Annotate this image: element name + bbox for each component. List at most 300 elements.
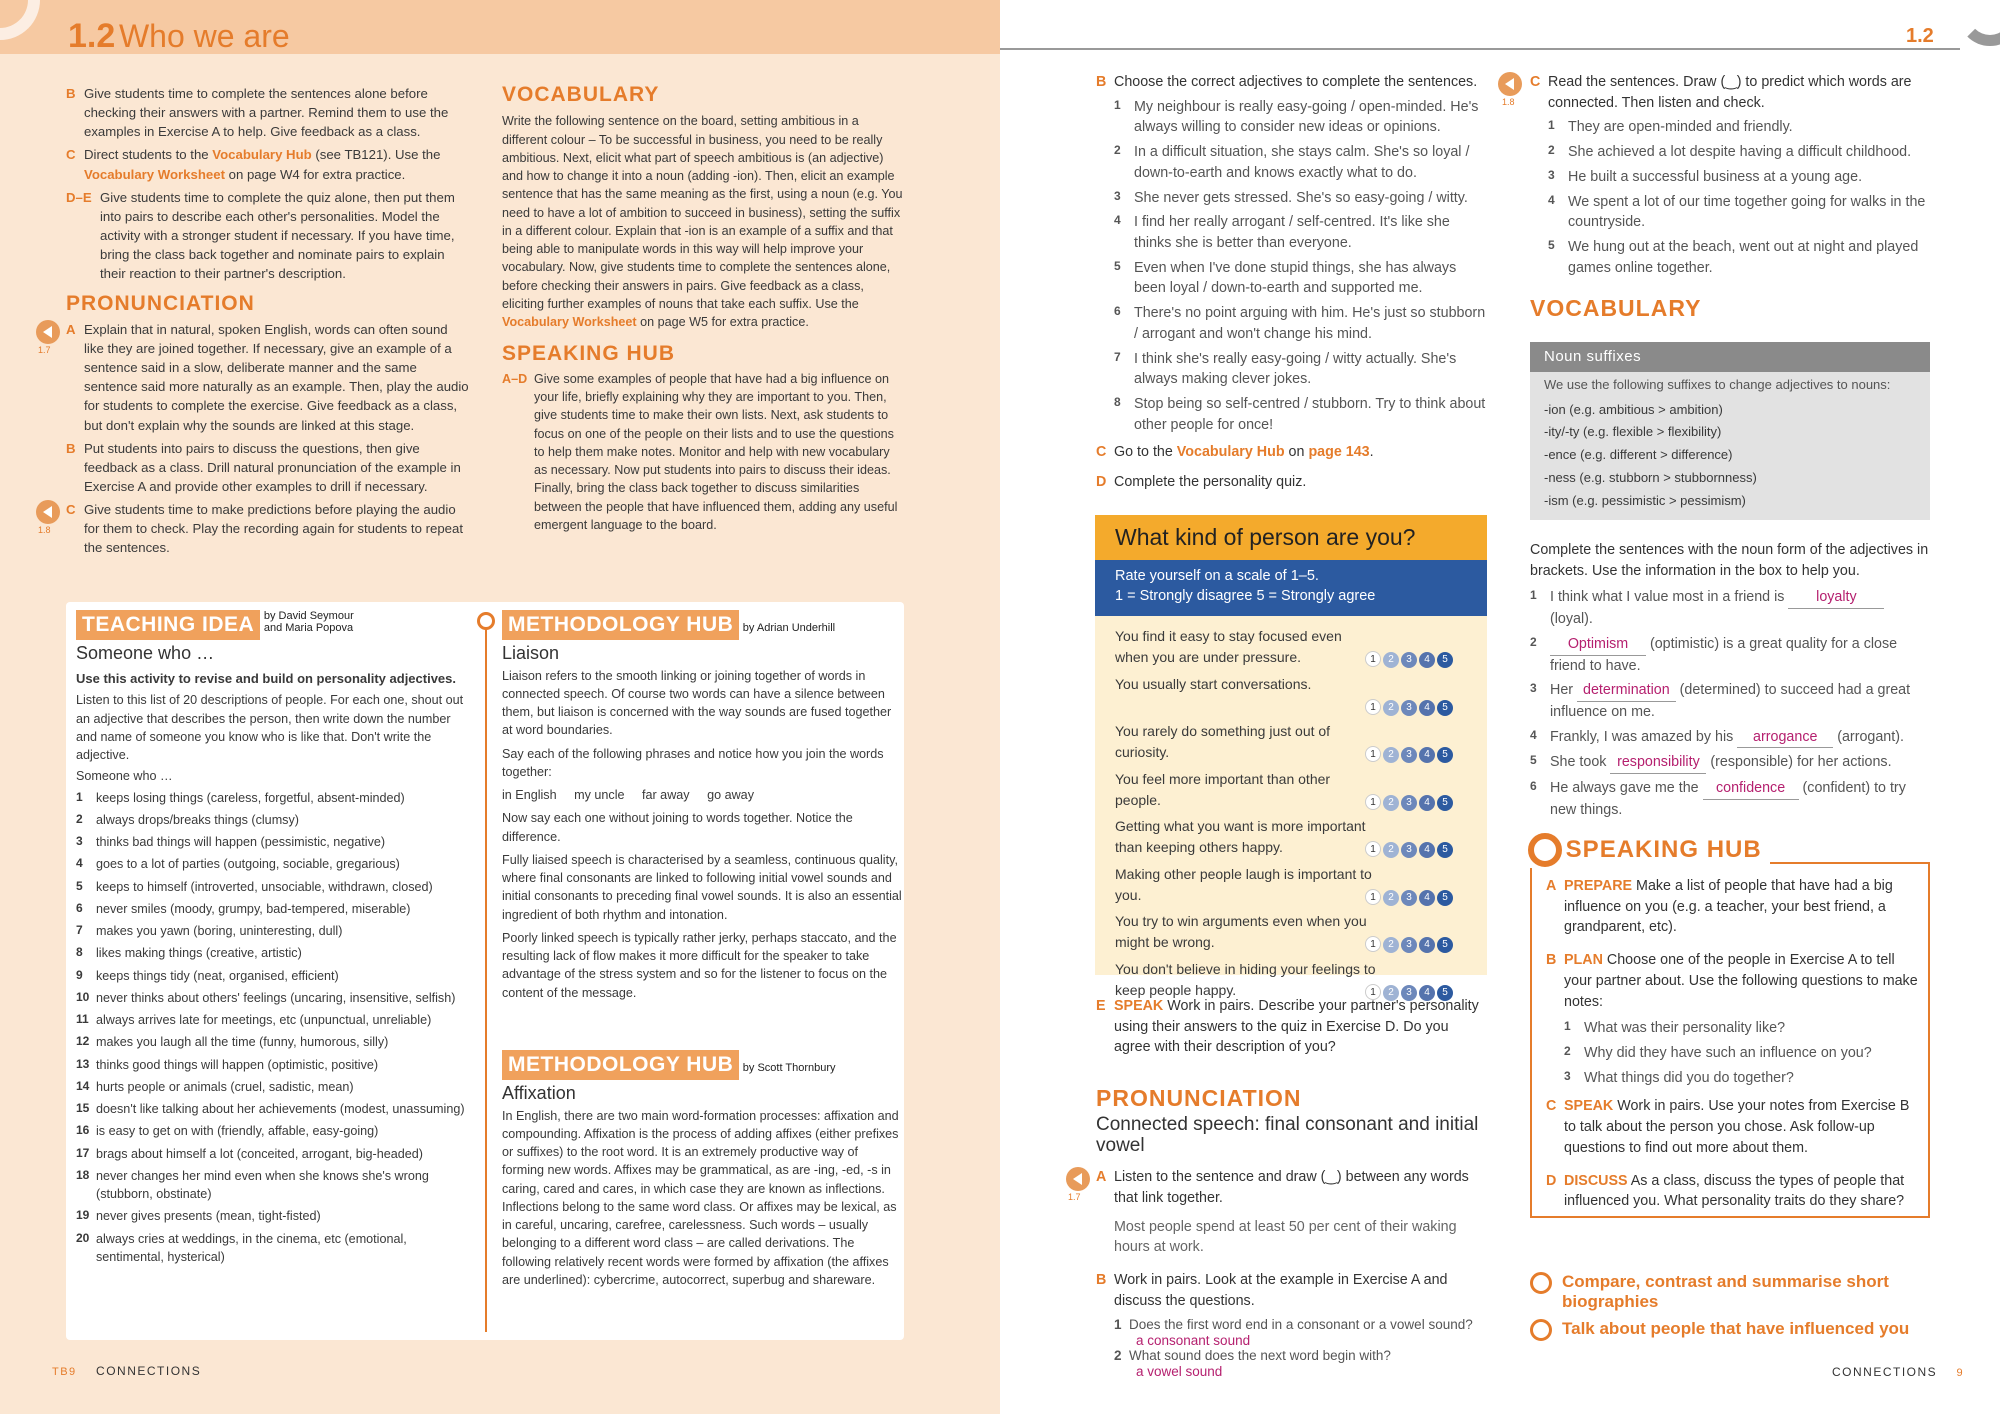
item-number: 7 xyxy=(76,923,83,938)
pron-a2: a vowel sound xyxy=(1136,1363,1223,1379)
pron-a: Explain that in natural, spoken English, words can often sound like they are joined together. If necessary, give an example of a sentence said in a slow, deliberate manner and the same sentence said more naturally as an example. Then, play the audio for students to complete the exercise. Give feedback as a class, but don't explain why the sounds are linked at this stage. xyxy=(84,321,469,433)
item-text: In a difficult situation, she stays calm. She's so loyal / down-to-earth and knows exactly what to do. xyxy=(1134,144,1470,181)
rating-option[interactable]: 2 xyxy=(1383,937,1399,953)
speak-label: SPEAK xyxy=(1114,998,1164,1014)
audio-icon[interactable] xyxy=(1066,1167,1090,1191)
rating-option[interactable]: 2 xyxy=(1383,985,1399,1001)
suffix-rows xyxy=(1530,399,1930,513)
list-item xyxy=(1114,188,1488,209)
pron-b: Put students into pairs to discuss the questions, then give feedback as a class. Drill natural pronunciation of the example in Exercise A and provide other examples to drill if necessary. xyxy=(84,440,461,494)
list-item xyxy=(1114,258,1488,299)
rating-scale xyxy=(1365,885,1455,906)
item-number: 3 xyxy=(1530,681,1537,696)
teaching-idea-author: by David Seymour and Maria Popova xyxy=(263,610,354,635)
quiz-row xyxy=(1095,860,1487,908)
pronunciation-heading: PRONUNCIATION xyxy=(66,292,255,316)
item-number: 4 xyxy=(1530,727,1537,742)
item-number: 10 xyxy=(76,989,90,1004)
ex-e-text: Work in pairs. Describe your partner's personality using their answers to the quiz in Exercise D. Do you agree with their description of you? xyxy=(1114,998,1479,1056)
item-text: (responsible) for her actions. xyxy=(1706,754,1892,771)
list-item xyxy=(76,811,474,829)
answer-blank: responsibility xyxy=(1610,752,1706,774)
ex-b-instruction: Choose the correct adjectives to complete the sentences. xyxy=(1114,74,1478,90)
liaison-p5: Fully liaised speech is characterised by a seamless, continuous quality, where final consonants are linked to following initial vowel sounds and initial consonants to preceding final vowel sounds. It is also an essential ingredient of both rhythm and intonation. xyxy=(502,852,902,922)
teaching-idea-intro: Use this activity to revise and build on personality adjectives. xyxy=(76,670,457,686)
rating-option[interactable]: 4 xyxy=(1419,700,1435,716)
item-text: never changes her mind even when she knows she's wrong (stubborn, obstinate) xyxy=(96,1168,429,1202)
footer-book-title: CONNECTIONS xyxy=(1832,1365,1938,1379)
item-text: Why did they have such an influence on you? xyxy=(1584,1045,1872,1062)
list-item xyxy=(76,789,474,807)
pron-a1: a consonant sound xyxy=(1136,1332,1251,1348)
exercise-col2: 1.8 C Read the sentences. Draw (‿) to predict which words are connected. Then listen and check. 1 They are open-minded and friendly. 2 She achieved a lot despite having a difficult childhood. 3 He built a successful business at a young age. 4 We spent a lot of our time together going for walks in the countryside. 5 We hung out at the beach, went out at night and played games online together. VOCABULARY xyxy=(1530,72,1930,326)
list-item xyxy=(1548,237,1930,278)
quiz-title: What kind of person are you? xyxy=(1095,515,1487,560)
list-item xyxy=(76,1230,474,1267)
item-number: 5 xyxy=(76,878,83,893)
list-item xyxy=(76,878,474,896)
pron-example: Most people spend at least 50 per cent of their waking hours at work. xyxy=(1114,1218,1457,1256)
note-c-text2: (see TB121). Use the xyxy=(311,147,441,163)
list-item xyxy=(76,989,474,1007)
pronunciation-section: PRONUNCIATION Connected speech: final consonant and initial vowel 1.7 A Listen to the sentence and draw (‿) between any words that link together. Most people spend at least 50 per cent of their waking hours at work. B Work in pairs. Look at the example in Exercise A and discuss the questions. 1 Does the first word end in a consonant or a vowel sound? a consonant sound 2 What sound does the next word begin with? a vowel sound xyxy=(1096,1082,1488,1380)
plan-label: PLAN xyxy=(1564,952,1603,969)
rating-option[interactable]: 1 xyxy=(1365,841,1381,857)
item-text: hurts people or animals (cruel, sadistic, mean) xyxy=(96,1079,354,1094)
rating-option[interactable]: 2 xyxy=(1383,890,1399,906)
item-number: 2 xyxy=(1530,634,1537,649)
pron-c: Give students time to make predictions before playing the audio for them to check. Play the recording again for students to repeat the sentences. xyxy=(84,502,463,556)
answer-blank: Optimism xyxy=(1550,634,1646,656)
rating-option[interactable]: 5 xyxy=(1437,747,1453,763)
liaison-p6: Poorly linked speech is typically rather jerky, perhaps staccato, and the resulting lack of flow makes it more difficult for the speaker to take advantage of the stress system and so for the listener to focus on the content of the message. xyxy=(502,930,897,1000)
item-text: Even when I've done stupid things, she has always been loyal / down-to-earth and supported me. xyxy=(1134,259,1457,297)
rating-option[interactable]: 1 xyxy=(1365,794,1381,810)
item-number: 1 xyxy=(76,789,83,804)
item-number: 17 xyxy=(76,1145,90,1160)
item-text: I find her really arrogant / self-centred. It's like she thinks she is better than everyone. xyxy=(1134,214,1450,252)
quiz-rows xyxy=(1095,616,1487,1002)
item-text: We hung out at the beach, went out at night and played games online together. xyxy=(1568,239,1919,276)
list-item xyxy=(1114,212,1488,253)
item-text: I think what I value most in a friend is xyxy=(1550,589,1789,606)
item-text: She never gets stressed. She's so easy-going / witty. xyxy=(1134,189,1468,206)
list-item xyxy=(76,900,474,918)
item-number: 6 xyxy=(76,900,83,915)
vocab-worksheet-link[interactable]: Vocabulary Worksheet xyxy=(502,315,637,330)
methodology-author: by Adrian Underhill xyxy=(742,621,836,634)
item-number: 2 xyxy=(1564,1044,1571,1059)
list-item xyxy=(76,1078,474,1096)
methodology-author: by Scott Thornbury xyxy=(742,1061,836,1074)
rating-option[interactable]: 4 xyxy=(1419,890,1435,906)
objective-1: Compare, contrast and summarise short biographies xyxy=(1562,1272,1889,1311)
note-c-text: Direct students to the xyxy=(84,147,213,163)
rating-option[interactable]: 5 xyxy=(1437,842,1453,858)
rating-scale xyxy=(1365,790,1455,811)
teaching-idea-tag: TEACHING IDEA xyxy=(76,610,260,640)
quiz-statement: You feel more important than other people. xyxy=(1115,770,1331,808)
item-number: 14 xyxy=(76,1078,90,1093)
rating-option[interactable]: 1 xyxy=(1365,889,1381,905)
audio-icon[interactable] xyxy=(36,500,60,524)
rating-option[interactable]: 4 xyxy=(1419,747,1435,763)
item-number: 19 xyxy=(76,1208,90,1223)
descriptions-list xyxy=(76,789,474,1267)
item-text: She achieved a lot despite having a difficult childhood. xyxy=(1568,144,1912,161)
rating-option[interactable]: 2 xyxy=(1383,700,1399,716)
quiz-statement: You don't believe in hiding your feelings to keep people happy. xyxy=(1115,960,1376,998)
item-number: 11 xyxy=(76,1012,89,1027)
rating-option[interactable]: 2 xyxy=(1383,795,1399,811)
item-text: (loyal). xyxy=(1550,611,1593,628)
methodology-subtitle: Affixation xyxy=(502,1083,576,1104)
item-number: 20 xyxy=(76,1230,90,1245)
rating-scale xyxy=(1365,647,1455,668)
list-item xyxy=(1530,727,1930,749)
item-number: 2 xyxy=(1548,143,1555,158)
item-number: 15 xyxy=(76,1101,90,1116)
speaking-hub-tasks: A PREPARE Make a list of people that have had a big influence on you (e.g. a teacher, your best friend, a grandparent, etc). B PLAN Choose one of the people in Exercise A to tell your partner about. Use the following questions to make notes: 1 What was their personality like? 2 Why did they have such an influence on you? 3 What things did you do together? C SPEAK Work in pairs. Use your notes from Exercise B to talk about the person you chose. Ask follow-up questions to find out more about them. D DISCUSS As a class, discuss the types of people that influenced you. What personality traits do they share? xyxy=(1546,878,1918,1210)
item-text: (confident) to try new things. xyxy=(1550,780,1906,818)
quiz-statement: You find it easy to stay focused even when you are under pressure. xyxy=(1115,628,1342,665)
answer-blank: arrogance xyxy=(1737,727,1833,749)
rating-option[interactable]: 4 xyxy=(1419,795,1435,811)
rating-option[interactable]: 4 xyxy=(1419,985,1435,1001)
item-text: makes you yawn (boring, uninteresting, dull) xyxy=(96,924,343,939)
vocab-hub-link[interactable]: Vocabulary Hub xyxy=(1176,443,1285,460)
quiz-statement: You try to win arguments even when you might be wrong. xyxy=(1115,913,1367,950)
item-number: 3 xyxy=(1548,167,1555,182)
list-item xyxy=(1548,167,1930,188)
rating-option[interactable]: 3 xyxy=(1401,937,1417,953)
item-text: never gives presents (mean, tight-fisted) xyxy=(96,1209,321,1224)
item-text: What things did you do together? xyxy=(1584,1069,1794,1086)
item-text: likes making things (creative, artistic) xyxy=(96,946,302,961)
rating-option[interactable]: 3 xyxy=(1401,890,1417,906)
list-item xyxy=(1114,394,1488,435)
methodology-hub-affixation xyxy=(502,1050,902,1289)
list-item xyxy=(76,967,474,985)
pron-b-instruction: Work in pairs. Look at the example in Exercise A and discuss the questions. xyxy=(1114,1272,1448,1309)
speaking-hub-heading: SPEAKING HUB xyxy=(502,342,676,366)
item-text: What was their personality like? xyxy=(1584,1020,1786,1037)
rating-option[interactable]: 2 xyxy=(1383,842,1399,858)
item-text: There's no point arguing with him. He's just so stubborn / arrogant and won't change his mind. xyxy=(1134,305,1486,342)
item-number: 13 xyxy=(76,1056,90,1071)
rating-option[interactable]: 2 xyxy=(1383,652,1399,668)
quiz-statement: You usually start conversations. xyxy=(1115,675,1312,692)
ex-c-end: . xyxy=(1369,443,1374,460)
rating-option[interactable]: 3 xyxy=(1401,795,1417,811)
item-number: 16 xyxy=(76,1123,90,1138)
item-text: is easy to get on with (friendly, affable, easy-going) xyxy=(96,1124,379,1139)
rating-scale xyxy=(1365,742,1455,763)
audio-track: 1.8 xyxy=(1502,97,1515,107)
quiz-subtitle xyxy=(1095,560,1487,616)
hub-c-text: Work in pairs. Use your notes from Exercise B to talk about the person you chose. Ask follow-up questions to find out more about them. xyxy=(1564,1098,1910,1156)
prepare-label: PREPARE xyxy=(1564,878,1633,894)
quiz-row xyxy=(1095,670,1487,718)
list-item xyxy=(1530,587,1930,629)
item-number: 1 xyxy=(1548,118,1555,133)
ex-c-text: Go to the xyxy=(1114,443,1177,460)
hub-b-text: Choose one of the people in Exercise A to tell your partner about. Use the following questions to make notes: xyxy=(1564,952,1918,1010)
list-item xyxy=(1530,778,1930,820)
rating-scale xyxy=(1365,837,1455,858)
methodology-tag: METHODOLOGY HUB xyxy=(502,610,739,640)
note-de: Give students time to complete the quiz alone, then put them into pairs to describe each other's personalities. Model the activity with a stronger student if necessary. If you have time, bring the class back together and nominate pairs to explain their reaction to their partner's description. xyxy=(100,189,455,282)
liaison-phrases: in English my uncle far away go away xyxy=(502,788,754,803)
ex-d-instruction: Complete the personality quiz. xyxy=(1114,474,1307,491)
item-text: always cries at weddings, in the cinema, etc (emotional, sentimental, hysterical) xyxy=(96,1231,407,1264)
noun-suffixes-box xyxy=(1530,342,1930,520)
pron-q1: Does the first word end in a consonant or a vowel sound? xyxy=(1129,1317,1473,1333)
item-number: 7 xyxy=(1114,349,1121,364)
rating-option[interactable]: 3 xyxy=(1401,652,1417,668)
item-number: 3 xyxy=(1114,188,1121,203)
pronunciation-subtitle: Connected speech: final consonant and initial vowel xyxy=(1096,1114,1479,1157)
answer-blank: confidence xyxy=(1703,778,1799,800)
audio-track: 1.8 xyxy=(38,525,51,536)
rating-option[interactable]: 5 xyxy=(1437,890,1453,906)
item-text: (arrogant). xyxy=(1833,728,1904,745)
teaching-idea xyxy=(76,610,474,1270)
item-number: 6 xyxy=(1530,779,1537,794)
rating-scale xyxy=(1365,695,1455,716)
audio-icon[interactable] xyxy=(36,320,60,344)
list-item xyxy=(76,833,474,851)
unit-heading xyxy=(68,12,290,61)
noun-exercise xyxy=(1530,540,1930,825)
vocabulary-heading: VOCABULARY xyxy=(1530,295,1702,322)
list-item xyxy=(1114,97,1488,138)
quiz-scale-legend: 1 = Strongly disagree 5 = Strongly agree xyxy=(1115,588,1376,605)
list-item xyxy=(1114,142,1488,183)
objective-circle-icon xyxy=(1530,1319,1552,1341)
rating-option[interactable]: 1 xyxy=(1365,651,1381,667)
unit-number: 1.2 xyxy=(68,17,116,55)
list-item xyxy=(1114,303,1488,344)
answer-blank: loyalty xyxy=(1788,587,1884,609)
list-item xyxy=(76,1167,474,1204)
pron-questions: 1 Does the first word end in a consonant or a vowel sound? a consonant sound 2 What sound does the next word begin with? a vowel sound xyxy=(1096,1317,1488,1379)
divider-dot xyxy=(477,612,495,630)
speaking-hub-heading: SPEAKING HUB xyxy=(1565,836,1762,863)
ex-c-instruction: Read the sentences. Draw (‿) to predict which words are connected. Then listen and check. xyxy=(1548,74,1912,111)
right-footer xyxy=(1832,1364,1964,1382)
quiz-row xyxy=(1095,955,1487,1003)
list-item xyxy=(1564,1018,1918,1039)
rating-option[interactable]: 1 xyxy=(1365,699,1381,715)
item-text: We spent a lot of our time together going for walks in the countryside. xyxy=(1568,193,1926,231)
speak-letters: A–D xyxy=(502,371,528,386)
item-number: 4 xyxy=(1548,192,1555,207)
quiz-row xyxy=(1095,812,1487,860)
item-number: 4 xyxy=(76,856,83,871)
rating-option[interactable]: 4 xyxy=(1419,937,1435,953)
suffix-row: -ion (e.g. ambitious > ambition) xyxy=(1544,401,1723,417)
rating-option[interactable]: 2 xyxy=(1383,747,1399,763)
page-number: TB9 xyxy=(52,1366,77,1378)
suffix-row: -ness (e.g. stubborn > stubbornness) xyxy=(1544,469,1757,485)
rating-option[interactable]: 3 xyxy=(1401,747,1417,763)
audio-track: 1.7 xyxy=(38,344,51,355)
item-text: always arrives late for meetings, etc (unpunctual, unreliable) xyxy=(96,1013,432,1028)
right-page xyxy=(1000,0,2000,1414)
item-text: keeps losing things (careless, forgetful, absent-minded) xyxy=(96,790,405,805)
quiz-statement: Getting what you want is more important than keeping others happy. xyxy=(1115,818,1366,855)
note-b: Give students time to complete the sentences alone before checking their answers with a partner. Remind them to use the examples in Exercise A to help. Give feedback as a class. xyxy=(84,86,449,140)
list-item xyxy=(76,1100,474,1118)
rating-option[interactable]: 4 xyxy=(1419,652,1435,668)
pron-q2: What sound does the next word begin with? xyxy=(1129,1348,1391,1364)
rating-option[interactable]: 5 xyxy=(1437,700,1453,716)
list-item xyxy=(1530,752,1930,774)
linking-sentences-list xyxy=(1548,117,1930,278)
left-footer xyxy=(52,1363,201,1381)
rating-option[interactable]: 4 xyxy=(1419,842,1435,858)
header-rule xyxy=(1000,48,1960,50)
affixation-p1: In English, there are two main word-formation processes: affixation and compounding. Affixation is the process of adding affixes (either prefixes or suffixes) to the root word. It is an extremely productive way of forming new words. Affixes may be grammatical, as are -ing, -ed, -s in caring, cared and cares, in which case they are known as inflections. Inflections belong to the same word class. Or affixes may be lexical, as in careful, uncaring, carefree, carelessness. Such words – usually belonging to a different word class – are called derivations. The following relatively recent words were formed by affixation (the affixes are underlined): cybercrime, autocorrect, superbug and shareware. xyxy=(502,1108,899,1287)
exercise-col1: B Choose the correct adjectives to complete the sentences. 1 My neighbour is really easy-going / open-minded. He's always willing to consider new ideas or opinions. 2 In a difficult situation, she stays calm. She's so loyal / down-to-earth and knows exactly what to do. 3 She never gets stressed. She's so easy-going / witty. 4 I find her really arrogant / self-centred. It's like she thinks she is better than everyone. 5 Even when I've done stupid things, she has always been loyal / down-to-earth and supported me. 6 There's no point arguing with him. He's just so stubborn / arrogant and won't change his mind. 7 I think she's really easy-going / witty actually. She's always making clever jokes. 8 Stop being so self-centred / stubborn. Try to think about other people for once! C Go to the Vocabulary Hub on page 143. D Complete the personality quiz. xyxy=(1096,72,1488,497)
noun-suffixes-intro: We use the following suffixes to change adjectives to nouns: xyxy=(1544,376,1891,392)
item-number: 8 xyxy=(76,945,83,960)
list-item xyxy=(76,944,474,962)
rating-option[interactable]: 5 xyxy=(1437,937,1453,953)
list-item xyxy=(76,1011,474,1029)
pronunciation-heading: PRONUNCIATION xyxy=(1096,1085,1302,1111)
teacher-notes-col2 xyxy=(502,80,906,538)
rating-option[interactable]: 3 xyxy=(1401,842,1417,858)
vocab-worksheet-link[interactable]: Vocabulary Worksheet xyxy=(84,166,225,182)
rating-option[interactable]: 1 xyxy=(1365,984,1381,1000)
unit-title: Who we are xyxy=(118,18,290,54)
item-text: (determined) to succeed had a great influence on me. xyxy=(1550,682,1911,721)
noun-exercise-instruction: Complete the sentences with the noun form of the adjectives in brackets. Use the information in the box to help you. xyxy=(1530,542,1929,579)
page-number: 9 xyxy=(1956,1367,1965,1379)
exercise-e: E SPEAK Work in pairs. Describe your partner's personality using their answers to the quiz in Exercise D. Do you agree with their description of you? xyxy=(1096,998,1479,1056)
item-text: never smiles (moody, grumpy, bad-tempered, miserable) xyxy=(96,901,411,916)
hub-questions xyxy=(1564,1018,1918,1088)
item-text: They are open-minded and friendly. xyxy=(1568,119,1793,136)
list-item xyxy=(76,922,474,940)
corner-arc xyxy=(1958,0,2000,46)
liaison-p1: Liaison refers to the smooth linking or joining together of words in connected speech. Of course two words can have a silence between them, but liaison is concerned with the way sounds are fused together at word boundaries. xyxy=(502,668,892,738)
adjective-choice-list xyxy=(1114,97,1488,436)
suffix-row: -ence (e.g. different > difference) xyxy=(1544,447,1733,463)
teaching-idea-subtitle: Someone who … xyxy=(76,643,215,664)
item-number: 1 xyxy=(1564,1019,1571,1034)
note-c-text3: on page W4 for extra practice. xyxy=(224,166,406,182)
item-text: goes to a lot of parties (outgoing, sociable, gregarious) xyxy=(96,857,400,872)
teaching-idea-lead: Someone who … xyxy=(76,769,173,784)
audio-track: 1.7 xyxy=(1068,1192,1081,1203)
list-item xyxy=(1548,117,1930,138)
item-number: 8 xyxy=(1114,395,1121,410)
item-number: 1 xyxy=(1114,97,1121,112)
rating-option[interactable]: 5 xyxy=(1437,795,1453,811)
hub-a-text: Make a list of people that have had a big influence on you (e.g. a teacher, your best friend, a grandparent, etc). xyxy=(1564,878,1893,936)
list-item xyxy=(1548,142,1930,163)
item-text: keeps things tidy (neat, organised, efficient) xyxy=(96,968,339,983)
item-number: 9 xyxy=(76,967,83,982)
teacher-notes-col1: B Give students time to complete the sentences alone before checking their answers with a partner. Remind them to use the examples in Exercise A to help. Give feedback as a class. C Direct students to the Vocabulary Hub (see TB121). Use the Vocabulary Worksheet on page W4 for extra practice. D–E Give students time to complete the quiz alone, then put them into pairs to describe each other's personalities. Model the activity with a stronger student if necessary. If you have time, bring the class back together and nominate pairs to explain their reaction to their partner's description. PRONUNCIATION 1.7 A Explain that in natural, spoken English, words can often sound like they are joined together. If necessary, give an example of a sentence said in a slow, deliberate manner and the same sentence said more naturally as an example. Then, play the audio for students to complete the exercise. Give feedback as a class, but don't explain why the sounds are linked at this stage. B Put students into pairs to discuss the questions, then give feedback as a class. Drill natural pronunciation of the example in Exercise A and provide other examples to drill if necessary. 1.8 C Give students time to make predictions before playing the audio for them to check. Play the recording again for students to repeat the sentences. xyxy=(38,86,469,556)
list-item xyxy=(76,1056,474,1074)
list-item xyxy=(76,855,474,873)
item-text: She took xyxy=(1550,754,1611,771)
list-item xyxy=(1548,192,1930,233)
item-number: 5 xyxy=(1548,238,1555,253)
teaching-idea-text: Listen to this list of 20 descriptions of people. For each one, shout out an adjective that describes the person, then write down the number and name of someone you know who is like that. Don't write the adjective. xyxy=(76,693,464,763)
vocab-note: Write the following sentence on the board, setting ambitious in a different colour – To be successful in business, you need to be really ambitious. Next, elicit what part of speech ambitious is (an adjective) and how to change it into a noun (adding -ion). Then, elicit an example sentence that has the same meaning as the first, using a noun (e.g. You need to have a lot of ambition to succeed in business), setting the suffix in a different colour. Explain that -ion is an example of a suffix and that being able to manipulate words in this way will help improve your vocabulary. Now, give students time to complete the sentences alone, before checking their answers in pairs. Give feedback as a class, eliciting further examples of nouns that take each suffix. Use the xyxy=(502,114,903,311)
list-item xyxy=(1114,349,1488,390)
hub-d-text: As a class, discuss the types of people that influenced you. What personality traits do they share? xyxy=(1564,1172,1905,1210)
item-number: 18 xyxy=(76,1167,90,1182)
speak-note: Give some examples of people that have had a big influence on your life, briefly explaining why they are important to you. Then, give students time to make their own lists. Next, ask students to focus on one of the people on their lists and to use the questions to help them make notes. Monitor and help with new vocabulary as necessary. Now put students into pairs to discuss their ideas. Finally, bring the class back together to discuss similarities between the people that have influenced them, adding any useful emergent language to the board. xyxy=(534,371,898,532)
quiz-row xyxy=(1095,622,1487,670)
item-number: 6 xyxy=(1114,304,1121,319)
noun-exercise-list xyxy=(1530,587,1930,820)
hub-circle-icon xyxy=(1528,833,1562,867)
liaison-p4: Now say each one without joining to words together. Notice the difference. xyxy=(502,811,853,844)
item-text: Her xyxy=(1550,682,1578,699)
quiz-row xyxy=(1095,717,1487,765)
rating-option[interactable]: 3 xyxy=(1401,985,1417,1001)
audio-icon[interactable] xyxy=(1498,72,1522,96)
vocab-hub-link[interactable]: Vocabulary Hub xyxy=(212,147,312,163)
objective-circle-icon xyxy=(1530,1272,1552,1294)
speaking-hub-title xyxy=(1528,833,1770,868)
liaison-p2: Say each of the following phrases and notice how you join the words together: xyxy=(502,746,884,779)
item-text: brags about himself a lot (conceited, arrogant, big-headed) xyxy=(96,1146,423,1161)
item-text: makes you laugh all the time (funny, humorous, silly) xyxy=(96,1035,389,1050)
rating-option[interactable]: 5 xyxy=(1437,985,1453,1001)
item-text: doesn't like talking about her achievements (modest, unassuming) xyxy=(96,1102,465,1117)
answer-blank: determination xyxy=(1577,680,1676,702)
list-item xyxy=(1564,1068,1918,1089)
list-item xyxy=(76,1145,474,1163)
quiz-scale-instruction: Rate yourself on a scale of 1–5. xyxy=(1115,568,1319,584)
list-item xyxy=(76,1207,474,1225)
item-number: 12 xyxy=(76,1034,90,1049)
rating-option[interactable]: 1 xyxy=(1365,746,1381,762)
page-link[interactable]: page 143 xyxy=(1308,443,1370,460)
pron-a-instruction: Listen to the sentence and draw (‿) between any words that link together. xyxy=(1114,1169,1469,1206)
item-text: Frankly, I was amazed by his xyxy=(1550,728,1738,745)
footer-book-title: CONNECTIONS xyxy=(96,1364,202,1378)
suffix-row: -ity/-ty (e.g. flexible > flexibility) xyxy=(1544,424,1722,440)
list-item xyxy=(76,1033,474,1051)
list-item xyxy=(76,1122,474,1140)
rating-option[interactable]: 3 xyxy=(1401,700,1417,716)
noun-suffixes-heading: Noun suffixes xyxy=(1530,342,1930,372)
rating-scale xyxy=(1365,932,1455,953)
methodology-hub-liaison xyxy=(502,610,902,1002)
rating-option[interactable]: 1 xyxy=(1365,936,1381,952)
objective-2: Talk about people that have influenced you xyxy=(1562,1319,1910,1339)
item-text: He always gave me the xyxy=(1550,780,1703,797)
list-item xyxy=(1530,634,1930,676)
quiz-statement: Making other people laugh is important to you. xyxy=(1115,865,1372,903)
item-text: thinks bad things will happen (pessimistic, negative) xyxy=(96,835,386,850)
methodology-subtitle: Liaison xyxy=(502,643,560,664)
discuss-label: DISCUSS xyxy=(1564,1172,1628,1189)
item-number: 1 xyxy=(1530,588,1537,603)
item-text: I think she's really easy-going / witty actually. She's always making clever jokes. xyxy=(1134,350,1457,388)
rating-option[interactable]: 5 xyxy=(1437,652,1453,668)
item-text: never thinks about others' feelings (uncaring, insensitive, selfish) xyxy=(96,990,456,1005)
